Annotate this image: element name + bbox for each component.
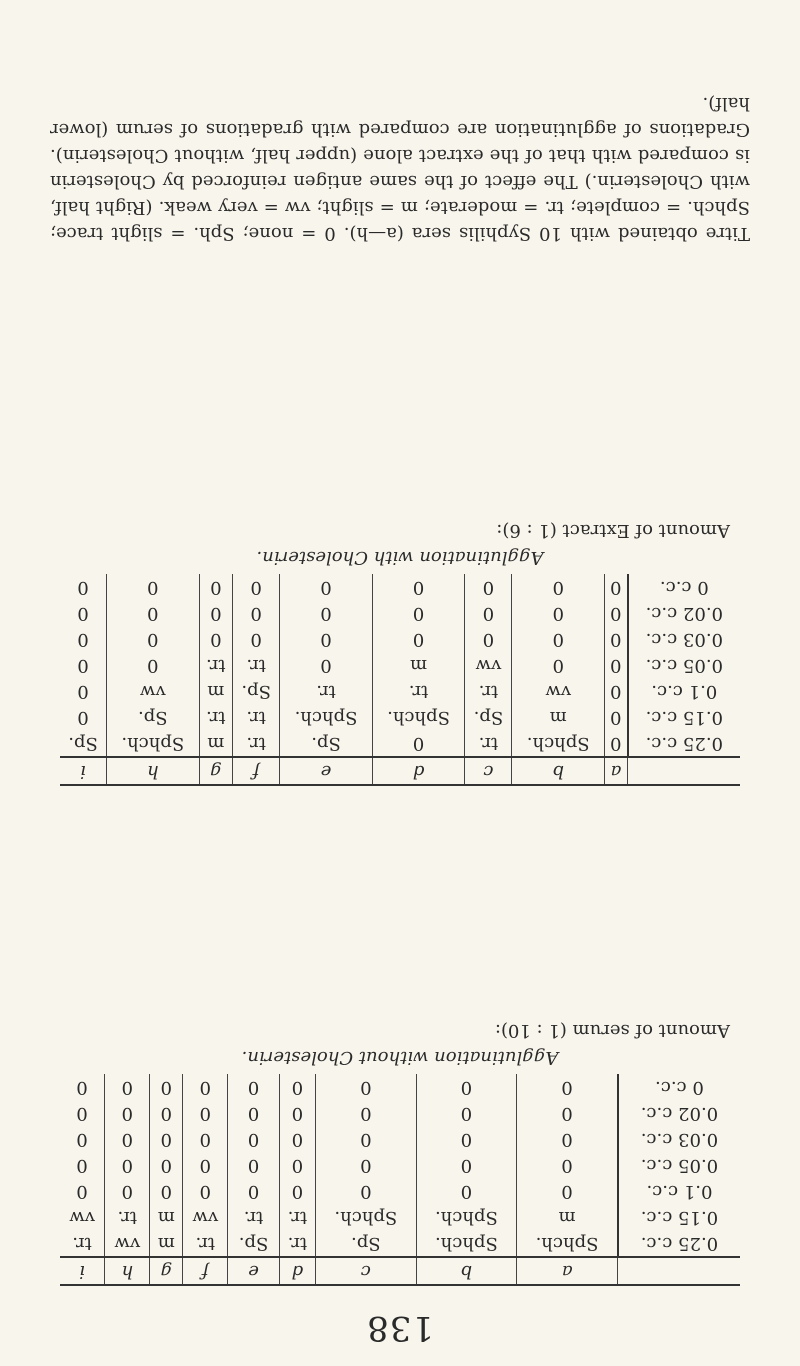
col-header: b [512, 757, 605, 784]
table-cell: 0 [372, 574, 465, 600]
table-cell: vw [107, 678, 200, 704]
table-cell: 0 [512, 626, 605, 652]
col-header: i [60, 1257, 105, 1284]
table-cell: Sphch. [416, 1204, 517, 1230]
row-label: 0.25 c.c. [618, 1230, 740, 1257]
table-row [60, 1152, 740, 1178]
table-subhead: Amount of Extract (1 : 6): [496, 520, 730, 541]
col-header: g [150, 1257, 183, 1284]
extract-table [60, 574, 740, 784]
table-cell: Sphch. [280, 704, 373, 730]
col-header: f [233, 757, 280, 784]
table-cell: 0 [465, 574, 512, 600]
col-header: e [228, 1257, 279, 1284]
table-cell: Sphch. [512, 730, 605, 757]
body-paragraph: Titre obtained with 10 Syphilis sera (a—h). 0 = none; Sph. = slight trace; Sphch. = complete; tr. = moderate; m = slight; vw = very weak. (Right half, with Cholesterin.) The effect of the same antigen reinforced by Cholesterin is compared with that of the extract alone (upper half, without Cholesterin). Gradations of agglutination are compared with gradations of serum (lower half). [50, 93, 750, 244]
table-cell: m [517, 1204, 618, 1230]
table-caption: Agglutination with Cholesterin. [256, 547, 544, 568]
table-cell: Sphch. [416, 1230, 517, 1257]
table-cell: 0 [372, 730, 465, 757]
table-cell: 0 [316, 1100, 417, 1126]
table-cell: 0 [233, 626, 280, 652]
table-cell: 0 [465, 600, 512, 626]
table-cell: 0 [416, 1074, 517, 1100]
table-cell: 0 [183, 1178, 228, 1204]
table-cell: 0 [77, 603, 89, 624]
table-cell: 0 [183, 1152, 228, 1178]
col-header: a [517, 1257, 618, 1284]
table-cell: 0 [517, 1126, 618, 1152]
table-cell: 0 [605, 652, 628, 678]
table-cell: tr. [233, 652, 280, 678]
table-row [60, 574, 740, 600]
extract-table-header [60, 757, 740, 784]
table-cell: 0 [76, 1103, 88, 1124]
col-header: f [183, 1257, 228, 1284]
table-cell: tr. [233, 704, 280, 730]
table-row [60, 678, 740, 704]
table-cell: 0 [416, 1178, 517, 1204]
row-label: 0.02 c.c. [628, 600, 740, 626]
table-cell: 0 [517, 1152, 618, 1178]
top-rule [60, 1284, 740, 1286]
table-cell: 0 [77, 629, 89, 650]
table-cell: 0 [183, 1126, 228, 1152]
col-header: d [372, 757, 465, 784]
table-cell: 0 [76, 1077, 88, 1098]
table-cell: Sp. [316, 1230, 417, 1257]
table-row [60, 1230, 740, 1257]
corner-cell [618, 1257, 740, 1284]
table-cell: 0 [316, 1178, 417, 1204]
table-cell: Sphch. [107, 730, 200, 757]
table-cell: vw [105, 1230, 150, 1257]
table-cell: vw [69, 1207, 95, 1228]
table-cell: 0 [105, 1074, 150, 1100]
table-cell: 0 [233, 600, 280, 626]
table-cell: m [150, 1204, 183, 1230]
table-cell: 0 [150, 1074, 183, 1100]
row-label: 0.15 c.c. [628, 704, 740, 730]
table-cell: 0 [150, 1126, 183, 1152]
serum-table-header [60, 1257, 740, 1284]
row-label: 0.02 c.c. [618, 1100, 740, 1126]
col-header: g [199, 757, 233, 784]
col-header: a [605, 757, 628, 784]
table-cell: tr. [233, 730, 280, 757]
table-cell: vw [183, 1204, 228, 1230]
table-cell: 0 [316, 1074, 417, 1100]
serum-table-block [60, 1016, 740, 1286]
table-cell: 0 [183, 1074, 228, 1100]
table-cell: 0 [280, 652, 373, 678]
table-cell: 0 [77, 655, 89, 676]
table-cell: 0 [150, 1152, 183, 1178]
table-subhead: Amount of serum (1 : 10): [494, 1020, 730, 1041]
table-cell: 0 [280, 600, 373, 626]
row-label: 0.15 c.c. [618, 1204, 740, 1230]
table-cell: Sp. [465, 704, 512, 730]
mid-rule [60, 784, 740, 786]
table-cell: Sp. [107, 704, 200, 730]
table-cell: 0 [372, 600, 465, 626]
table-cell: 0 [228, 1126, 279, 1152]
col-header: h [107, 757, 200, 784]
table-cell: tr. [465, 730, 512, 757]
row-label: 0.03 c.c. [618, 1126, 740, 1152]
table-cell: vw [465, 652, 512, 678]
table-cell: 0 [280, 574, 373, 600]
table-cell: 0 [233, 574, 280, 600]
col-header: i [60, 757, 107, 784]
table-row [60, 626, 740, 652]
table-row [60, 730, 740, 757]
table-cell: 0 [77, 577, 89, 598]
table-cell: 0 [517, 1178, 618, 1204]
table-cell: 0 [279, 1178, 315, 1204]
col-header: c [316, 1257, 417, 1284]
corner-cell [628, 757, 740, 784]
table-cell: 0 [228, 1100, 279, 1126]
table-cell: Sp. [68, 733, 98, 754]
table-cell: 0 [228, 1152, 279, 1178]
table-cell: 0 [416, 1100, 517, 1126]
table-cell: m [512, 704, 605, 730]
table-cell: 0 [199, 574, 233, 600]
table-cell: 0 [416, 1126, 517, 1152]
table-cell: tr. [199, 652, 233, 678]
table-row [60, 652, 740, 678]
table-caption: Agglutination without Cholesterin. [241, 1047, 559, 1068]
table-cell: Sphch. [316, 1204, 417, 1230]
table-cell: 0 [105, 1126, 150, 1152]
table-row [60, 600, 740, 626]
table-cell: 0 [150, 1178, 183, 1204]
table-cell: 0 [105, 1152, 150, 1178]
table-cell: Sp. [228, 1230, 279, 1257]
table-cell: 0 [465, 626, 512, 652]
row-label: 0.05 c.c. [628, 652, 740, 678]
table-cell: 0 [107, 626, 200, 652]
table-cell: m [199, 678, 233, 704]
table-cell: 0 [77, 681, 89, 702]
col-header: h [105, 1257, 150, 1284]
table-cell: m [199, 730, 233, 757]
table-cell: 0 [512, 652, 605, 678]
table-cell: 0 [199, 626, 233, 652]
table-cell: 0 [605, 704, 628, 730]
table-cell: 0 [605, 730, 628, 757]
table-cell: Sphch. [517, 1230, 618, 1257]
table-cell: 0 [279, 1100, 315, 1126]
table-cell: 0 [199, 600, 233, 626]
table-cell: 0 [107, 574, 200, 600]
table-cell: 0 [605, 678, 628, 704]
table-cell: 0 [105, 1178, 150, 1204]
table-cell: 0 [416, 1152, 517, 1178]
table-cell: tr. [105, 1204, 150, 1230]
extract-table-block [60, 516, 740, 786]
table-cell: 0 [316, 1152, 417, 1178]
table-row [60, 1204, 740, 1230]
table-cell: 0 [228, 1178, 279, 1204]
table-cell: 0 [105, 1100, 150, 1126]
table-cell: tr. [465, 678, 512, 704]
table-row [60, 1074, 740, 1100]
table-cell: 0 [605, 574, 628, 600]
table-cell: 0 [279, 1152, 315, 1178]
table-cell: 0 [107, 652, 200, 678]
table-cell: Sp. [280, 730, 373, 757]
table-cell: 0 [76, 1181, 88, 1202]
row-label: 0.1 c.c. [628, 678, 740, 704]
serum-table [60, 1074, 740, 1284]
table-row [60, 1178, 740, 1204]
table-cell: 0 [316, 1126, 417, 1152]
table-cell: 0 [605, 600, 628, 626]
row-label: 0.05 c.c. [618, 1152, 740, 1178]
table-cell: 0 [76, 1155, 88, 1176]
table-cell: 0 [150, 1100, 183, 1126]
row-label: 0 c.c. [618, 1074, 740, 1100]
table-cell: m [372, 652, 465, 678]
table-cell: tr. [279, 1204, 315, 1230]
table-cell: vw [512, 678, 605, 704]
table-cell: tr. [199, 704, 233, 730]
page-number: 138 [366, 1308, 434, 1348]
row-label: 0.03 c.c. [628, 626, 740, 652]
table-row [60, 1100, 740, 1126]
row-label: 0.25 c.c. [628, 730, 740, 757]
col-header: c [465, 757, 512, 784]
table-cell: Sp. [233, 678, 280, 704]
table-cell: tr. [183, 1230, 228, 1257]
col-header: e [280, 757, 373, 784]
row-label: 0 c.c. [628, 574, 740, 600]
table-cell: 0 [77, 707, 89, 728]
table-cell: tr. [280, 678, 373, 704]
table-cell: Sphch. [372, 704, 465, 730]
table-cell: 0 [107, 600, 200, 626]
table-cell: 0 [183, 1100, 228, 1126]
table-cell: 0 [280, 626, 373, 652]
table-cell: 0 [76, 1129, 88, 1150]
table-cell: tr. [279, 1230, 315, 1257]
table-cell: 0 [605, 626, 628, 652]
table-cell: tr. [72, 1233, 92, 1254]
table-cell: 0 [279, 1126, 315, 1152]
table-cell: 0 [228, 1074, 279, 1100]
table-cell: 0 [517, 1074, 618, 1100]
table-cell: 0 [279, 1074, 315, 1100]
col-header: d [279, 1257, 315, 1284]
table-cell: m [150, 1230, 183, 1257]
table-cell: tr. [228, 1204, 279, 1230]
table-cell: 0 [517, 1100, 618, 1126]
table-row [60, 704, 740, 730]
table-row [60, 1126, 740, 1152]
table-cell: 0 [512, 600, 605, 626]
table-cell: 0 [372, 626, 465, 652]
col-header: b [416, 1257, 517, 1284]
table-cell: 0 [512, 574, 605, 600]
table-cell: tr. [372, 678, 465, 704]
row-label: 0.1 c.c. [618, 1178, 740, 1204]
